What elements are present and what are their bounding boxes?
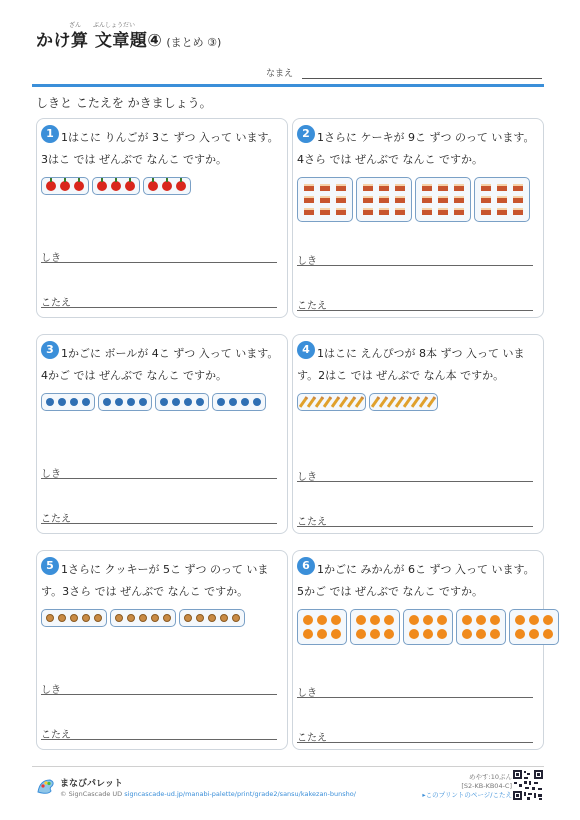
- footer-credit: [60, 790, 356, 798]
- cake-icon: [481, 196, 491, 203]
- shiki-label: しき: [41, 469, 61, 480]
- cake-icon: [304, 196, 314, 203]
- problem-card-1: [36, 118, 288, 318]
- orange-icon: [490, 615, 500, 625]
- problem-card-5: [36, 550, 288, 750]
- shiki-label: しき: [41, 685, 61, 696]
- group-box: [155, 393, 209, 411]
- cake-icon: [422, 208, 432, 215]
- title-ruby-zan: ざん: [69, 22, 82, 29]
- group-box: [350, 609, 400, 645]
- cake-icon: [304, 184, 314, 191]
- ball-icon: [160, 398, 168, 406]
- cookie-icon: [127, 614, 135, 622]
- ball-icon: [127, 398, 135, 406]
- orange-icon: [529, 615, 539, 625]
- apple-icon: [46, 181, 56, 191]
- cake-icon: [454, 208, 464, 215]
- problem-number: 1: [41, 125, 59, 143]
- shiki-answer-line[interactable]: [41, 478, 277, 479]
- orange-icon: [303, 615, 313, 625]
- group-box: [297, 393, 366, 411]
- ball-icon: [184, 398, 192, 406]
- cake-icon: [379, 196, 389, 203]
- cake-icon: [513, 196, 523, 203]
- ball-icon: [139, 398, 147, 406]
- page-subtitle: (まとめ ③): [166, 36, 222, 49]
- kotae-answer-line[interactable]: [297, 310, 533, 311]
- orange-icon: [331, 629, 341, 639]
- problem-text: 1はこに えんぴつが 8本 ずつ 入って います。2はこ では ぜんぶで なん本 ですか。: [297, 347, 525, 382]
- group-box: [509, 609, 559, 645]
- orange-icon: [437, 629, 447, 639]
- problem-number: 2: [297, 125, 315, 143]
- orange-icon: [437, 615, 447, 625]
- apple-icon: [162, 181, 172, 191]
- group-box: [456, 609, 506, 645]
- shiki-answer-line[interactable]: [41, 262, 277, 263]
- group-box: [41, 609, 107, 627]
- cake-icon: [497, 196, 507, 203]
- cookie-icon: [163, 614, 171, 622]
- orange-icon: [462, 629, 472, 639]
- kotae-answer-line[interactable]: [297, 742, 533, 743]
- pencil-icon: [427, 396, 436, 408]
- cake-icon: [422, 196, 432, 203]
- group-box: [474, 177, 530, 222]
- footer-meta: [422, 773, 512, 800]
- cake-icon: [481, 184, 491, 191]
- orange-icon: [462, 615, 472, 625]
- group-box: [212, 393, 266, 411]
- ball-icon: [82, 398, 90, 406]
- ball-icon: [46, 398, 54, 406]
- cookie-icon: [58, 614, 66, 622]
- shiki-answer-line[interactable]: [297, 481, 533, 482]
- apple-icon: [97, 181, 107, 191]
- title-ruby-bunshoudai: ぶんしょうだい: [93, 22, 136, 29]
- shiki-answer-line[interactable]: [41, 694, 277, 695]
- pencil-icon: [355, 396, 364, 408]
- cookie-icon: [232, 614, 240, 622]
- shiki-label: しき: [297, 256, 317, 267]
- ball-icon: [172, 398, 180, 406]
- orange-icon: [356, 629, 366, 639]
- cookie-icon: [70, 614, 78, 622]
- group-box: [297, 609, 347, 645]
- problem-card-4: [292, 334, 544, 534]
- print-code: [S2-KB-KB04-C]: [461, 782, 512, 790]
- ball-icon: [58, 398, 66, 406]
- problem-text: 1さらに ケーキが 9こ ずつ のって います。4さら では ぜんぶで なんこ ですか。: [297, 131, 535, 166]
- shiki-label: しき: [297, 688, 317, 699]
- cake-icon: [336, 184, 346, 191]
- shiki-answer-line[interactable]: [297, 265, 533, 266]
- cake-icon: [320, 208, 330, 215]
- cake-icon: [395, 184, 405, 191]
- cookie-icon: [46, 614, 54, 622]
- problem-card-6: [292, 550, 544, 750]
- cake-icon: [438, 184, 448, 191]
- orange-icon: [409, 615, 419, 625]
- orange-icon: [317, 629, 327, 639]
- cake-icon: [379, 184, 389, 191]
- ball-icon: [115, 398, 123, 406]
- orange-icon: [370, 629, 380, 639]
- ball-icon: [241, 398, 249, 406]
- cookie-icon: [196, 614, 204, 622]
- cake-icon: [336, 196, 346, 203]
- shiki-label: しき: [297, 472, 317, 483]
- orange-icon: [423, 615, 433, 625]
- page-title-row: [36, 26, 221, 51]
- apple-icon: [74, 181, 84, 191]
- cake-icon: [363, 208, 373, 215]
- problem-card-2: [292, 118, 544, 318]
- orange-icon: [370, 615, 380, 625]
- orange-icon: [409, 629, 419, 639]
- cookie-icon: [151, 614, 159, 622]
- cookie-icon: [220, 614, 228, 622]
- ball-icon: [253, 398, 261, 406]
- cake-icon: [497, 184, 507, 191]
- cake-icon: [395, 208, 405, 215]
- kotae-label: こたえ: [297, 301, 327, 312]
- footer-divider: [32, 766, 544, 767]
- kotae-label: こたえ: [41, 730, 71, 741]
- shiki-answer-line[interactable]: [297, 697, 533, 698]
- group-box: [415, 177, 471, 222]
- problem-number: 6: [297, 557, 315, 575]
- orange-icon: [543, 629, 553, 639]
- cake-icon: [481, 208, 491, 215]
- group-box: [297, 177, 353, 222]
- meyasu-text: めやす:10ぷん: [469, 773, 512, 781]
- cookie-icon: [139, 614, 147, 622]
- instruction-text: しきと こたえを かきましょう。: [36, 96, 212, 110]
- orange-icon: [423, 629, 433, 639]
- orange-icon: [490, 629, 500, 639]
- apple-icon: [148, 181, 158, 191]
- problem-illustration: [297, 393, 438, 411]
- problem-illustration: [297, 177, 530, 222]
- problem-number: 4: [297, 341, 315, 359]
- cake-icon: [422, 184, 432, 191]
- cookie-icon: [184, 614, 192, 622]
- cake-icon: [304, 208, 314, 215]
- group-box: [98, 393, 152, 411]
- cookie-icon: [208, 614, 216, 622]
- orange-icon: [303, 629, 313, 639]
- kotae-label: こたえ: [41, 298, 71, 309]
- apple-icon: [111, 181, 121, 191]
- orange-icon: [384, 615, 394, 625]
- ball-icon: [229, 398, 237, 406]
- cake-icon: [320, 196, 330, 203]
- apple-icon: [60, 181, 70, 191]
- cookie-icon: [82, 614, 90, 622]
- apple-icon: [176, 181, 186, 191]
- ball-icon: [196, 398, 204, 406]
- problem-text: 1はこに りんごが 3こ ずつ 入って います。3はこ では ぜんぶで なんこ ですか。: [41, 131, 279, 166]
- header-divider: [32, 84, 544, 87]
- problem-illustration: [41, 609, 245, 627]
- orange-icon: [476, 629, 486, 639]
- cookie-icon: [115, 614, 123, 622]
- kotae-label: こたえ: [297, 517, 327, 528]
- orange-icon: [515, 629, 525, 639]
- group-box: [41, 177, 89, 195]
- cake-icon: [513, 208, 523, 215]
- ball-icon: [103, 398, 111, 406]
- apple-icon: [125, 181, 135, 191]
- problem-number: 3: [41, 341, 59, 359]
- problem-text: 1かごに みかんが 6こ ずつ 入って います。5かご では ぜんぶで なんこ ですか。: [297, 563, 535, 598]
- shiki-label: しき: [41, 253, 61, 264]
- cake-icon: [336, 208, 346, 215]
- orange-icon: [356, 615, 366, 625]
- problem-text: 1かごに ボールが 4こ ずつ 入って います。4かご では ぜんぶで なんこ ですか。: [41, 347, 279, 382]
- orange-icon: [331, 615, 341, 625]
- name-line[interactable]: [302, 67, 542, 79]
- cake-icon: [363, 196, 373, 203]
- footer-url-link[interactable]: signcascade-ud.jp/manabi-palette/print/grade2/sansu/kakezan-bunsho/: [124, 790, 356, 798]
- ball-icon: [70, 398, 78, 406]
- kotae-answer-line[interactable]: [41, 739, 277, 740]
- cake-icon: [454, 196, 464, 203]
- cake-icon: [320, 184, 330, 191]
- kotae-label: こたえ: [41, 514, 71, 525]
- group-box: [403, 609, 453, 645]
- name-field[interactable]: [266, 66, 542, 79]
- problem-illustration: [41, 177, 191, 195]
- cake-icon: [513, 184, 523, 191]
- orange-icon: [317, 615, 327, 625]
- brand-name: まなびパレット: [60, 779, 123, 789]
- page-title: かけ算 文章題④: [36, 31, 163, 51]
- cake-icon: [395, 196, 405, 203]
- cake-icon: [438, 208, 448, 215]
- cake-icon: [363, 184, 373, 191]
- orange-icon: [515, 615, 525, 625]
- kotae-answer-line[interactable]: [41, 523, 277, 524]
- kotae-answer-line[interactable]: [41, 307, 277, 308]
- orange-icon: [529, 629, 539, 639]
- orange-icon: [476, 615, 486, 625]
- problem-number: 5: [41, 557, 59, 575]
- cake-icon: [497, 208, 507, 215]
- group-box: [356, 177, 412, 222]
- cake-icon: [379, 208, 389, 215]
- group-box: [92, 177, 140, 195]
- problem-illustration: [297, 609, 559, 645]
- group-box: [179, 609, 245, 627]
- group-box: [41, 393, 95, 411]
- cookie-icon: [94, 614, 102, 622]
- problem-text: 1さらに クッキーが 5こ ずつ のって います。3さら では ぜんぶで なんこ ですか。: [41, 563, 269, 598]
- orange-icon: [543, 615, 553, 625]
- answer-page-link[interactable]: ▸このプリントのページ/こたえ: [422, 791, 512, 799]
- kotae-answer-line[interactable]: [297, 526, 533, 527]
- ball-icon: [217, 398, 225, 406]
- orange-icon: [384, 629, 394, 639]
- group-box: [110, 609, 176, 627]
- cake-icon: [454, 184, 464, 191]
- qr-code-icon[interactable]: [512, 769, 544, 801]
- name-label: なまえ: [266, 69, 294, 79]
- cake-icon: [438, 196, 448, 203]
- palette-logo-icon: [36, 776, 56, 796]
- kotae-label: こたえ: [297, 733, 327, 744]
- problem-card-3: [36, 334, 288, 534]
- group-box: [369, 393, 438, 411]
- problem-illustration: [41, 393, 266, 411]
- copyright-text: © SignCascade UD: [60, 790, 123, 798]
- group-box: [143, 177, 191, 195]
